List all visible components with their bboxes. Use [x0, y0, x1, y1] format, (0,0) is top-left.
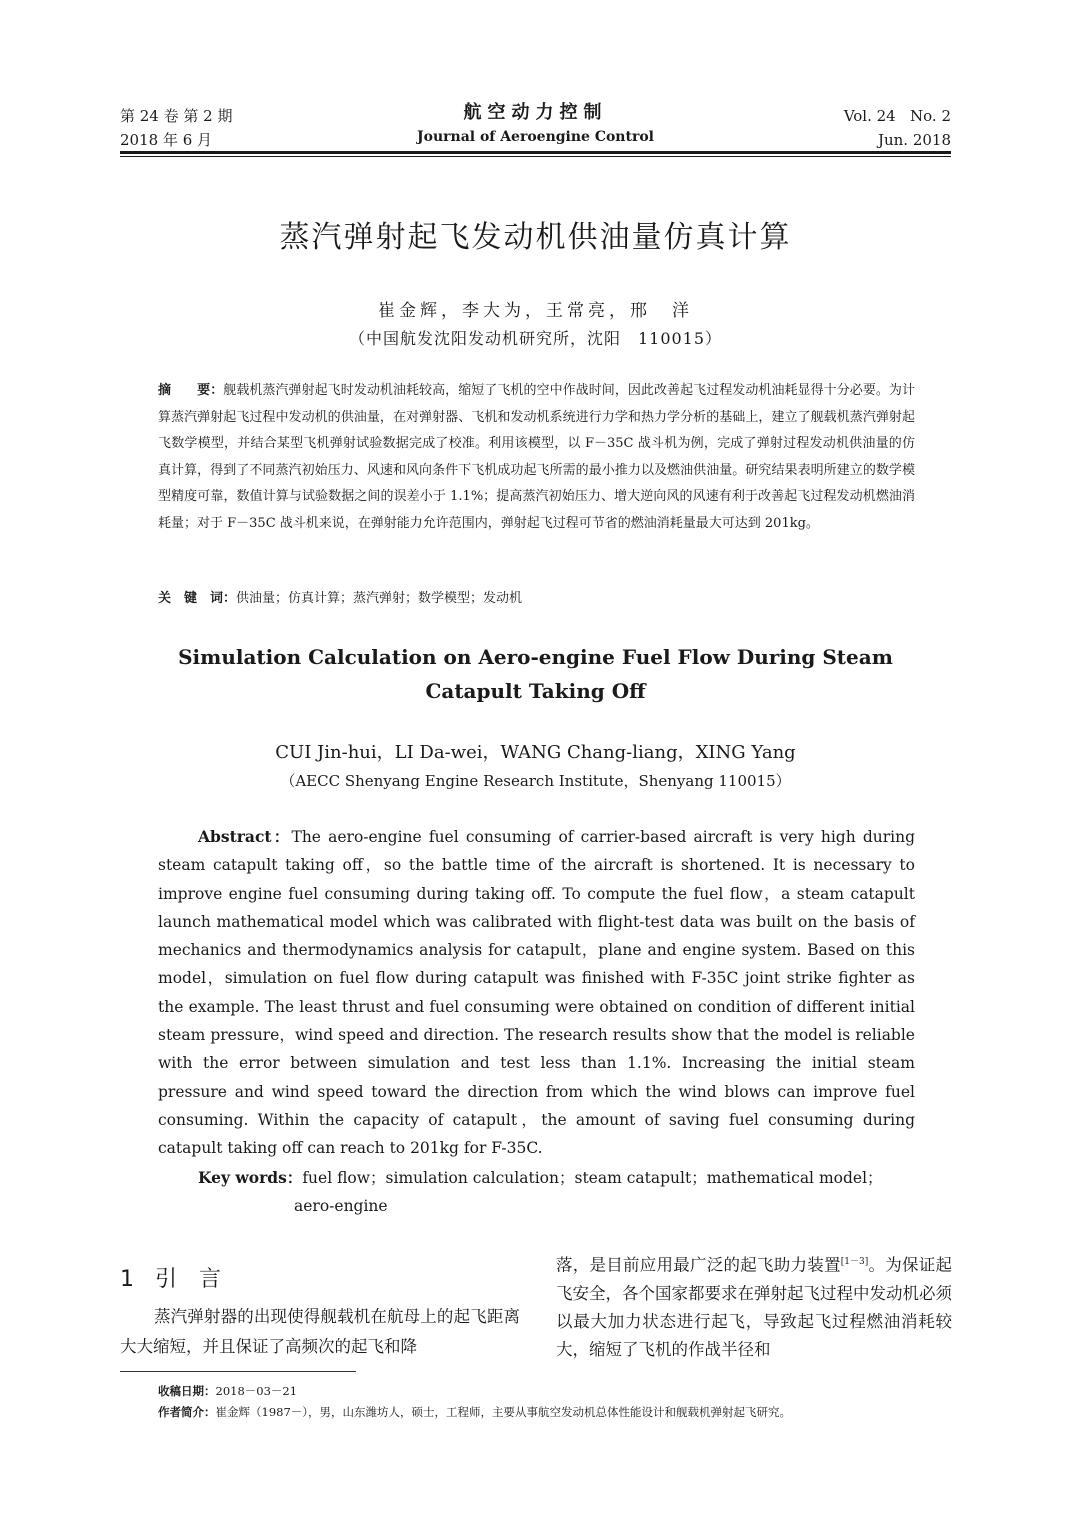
authors-cn: 崔金辉，李大为，王常亮，邢 洋: [378, 301, 693, 321]
received-date: 2018－03－21: [215, 1384, 298, 1398]
keywords-cn: [158, 588, 915, 610]
keywords-en: [198, 1164, 915, 1220]
footnote-rule: [120, 1371, 356, 1372]
header-rule-thin: [120, 156, 951, 157]
body-column-left: 蒸汽弹射器的出现使得舰载机在航母上的起飞距离大大缩短，并且保证了高频次的起飞和降: [120, 1307, 520, 1356]
journal-name-cn: 航空动力控制: [463, 102, 608, 123]
abstract-en: [158, 823, 915, 1163]
abstract-cn: [158, 378, 915, 537]
paper-title-en: Simulation Calculation on Aero-engine Fuel Flow During Steam Catapult Taking Off: [178, 645, 893, 703]
abstract-en-text: The aero-engine fuel consuming of carrier-based aircraft is very high during steam catapult taking off，so the battle time of the aircraft is shortened. It is necessary to improve engine fuel consuming during taking off. To compute the fuel flow，a steam catapult launch mathematical model which was calibrated with flight-test data was built on the basis of mechanics and thermodynamics analysis for catapult，plane and engine system. Based on this model，simulation on fuel flow during catapult was finished with F-35C joint strike fighter as the example. The least thrust and fuel consuming were obtained on condition of different initial steam pressure，wind speed and direction. The research results show that the model is reliable with the error between simulation and test less than 1.1%. Increasing the initial steam pressure and wind speed toward the direction from which the wind blows can improve fuel consuming. Within the capacity of catapult，the amount of saving fuel consuming during catapult taking off can reach to 201kg for F-35C.: [158, 828, 916, 1158]
body-right-text-a: 落，是目前应用最广泛的起飞助力装置: [556, 1255, 841, 1275]
keywords-en-label: Key words：: [198, 1168, 303, 1187]
affiliation-cn: （中国航发沈阳发动机研究所，沈阳 110015）: [348, 329, 723, 348]
issue-info-en: [844, 104, 951, 152]
volume-issue-en: Vol. 24 No. 2: [843, 107, 951, 125]
received-label: 收稿日期：: [158, 1384, 216, 1398]
authors-en: CUI Jin-hui，LI Da-wei，WANG Chang-liang，XING Yang: [275, 742, 796, 763]
footnote-received: [158, 1382, 958, 1400]
abstract-cn-text: 舰载机蒸汽弹射起飞时发动机油耗较高，缩短了飞机的空中作战时间，因此改善起飞过程发动机油耗显得十分必要。为计算蒸汽弹射起飞过程中发动机的供油量，在对弹射器、飞机和发动机系统进行力学和热力学分析的基础上，建立了舰载机蒸汽弹射起飞数学模型，并结合某型飞机弹射试验数据完成了校准。利用该模型，以 F－35C 战斗机为例，完成了弹射过程发动机供油量的仿真计算，得到了不同蒸汽初始压力、风速和风向条件下飞机成功起飞所需的最小推力以及燃油供油量。研究结果表明所建立的数学模型精度可靠，数值计算与试验数据之间的误差小于 1.1%；提高蒸汽初始压力、增大逆向风的风速有利于改善起飞过程发动机燃油消耗量；对于 F－35C 战斗机来说，在弹射能力允许范围内，弹射起飞过程可节省的燃油消耗量最大可达到 201kg。: [158, 383, 915, 531]
affiliation-en: （AECC Shenyang Engine Research Institute，Shenyang 110015）: [280, 772, 791, 790]
keywords-cn-label: 关 键 词：: [158, 591, 237, 606]
author-bio-label: 作者简介：: [158, 1405, 216, 1419]
section-title: 引 言: [154, 1267, 221, 1292]
footnote-author: [158, 1403, 958, 1421]
keywords-en-continuation: aero-engine: [294, 1197, 388, 1215]
keywords-en-text: fuel flow；simulation calculation；steam catapult；mathematical model；: [302, 1169, 883, 1187]
section-heading: [120, 1262, 221, 1293]
body-right-text-b: 。为保证起飞安全，各个国家都要求在弹射起飞过程中发动机必须以最大加力状态进行起飞，导致起飞过程燃油消耗较大，缩短了飞机的作战半径和: [556, 1255, 953, 1359]
abstract-en-label: Abstract：: [198, 827, 292, 846]
date-en: Jun. 2018: [877, 131, 951, 149]
paper-title-cn: 蒸汽弹射起飞发动机供油量仿真计算: [279, 220, 792, 255]
citation-ref: [1－3]: [840, 1257, 869, 1267]
abstract-cn-label: 摘 要：: [158, 383, 224, 398]
date-cn: 2018 年 6 月: [120, 131, 213, 149]
body-column-right: [556, 1248, 952, 1364]
keywords-cn-text: 供油量；仿真计算；蒸汽弹射；数学模型；发动机: [236, 591, 523, 606]
section-number: 1: [120, 1267, 134, 1292]
header-rule-thick: [120, 151, 951, 154]
volume-issue-cn: 第 24 卷 第 2 期: [120, 107, 233, 125]
author-bio-text: 崔金辉（1987－），男，山东潍坊人，硕士，工程师，主要从事航空发动机总体性能设计和舰载机弹射起飞研究。: [215, 1405, 792, 1419]
journal-name-en: Journal of Aeroengine Control: [417, 129, 654, 145]
